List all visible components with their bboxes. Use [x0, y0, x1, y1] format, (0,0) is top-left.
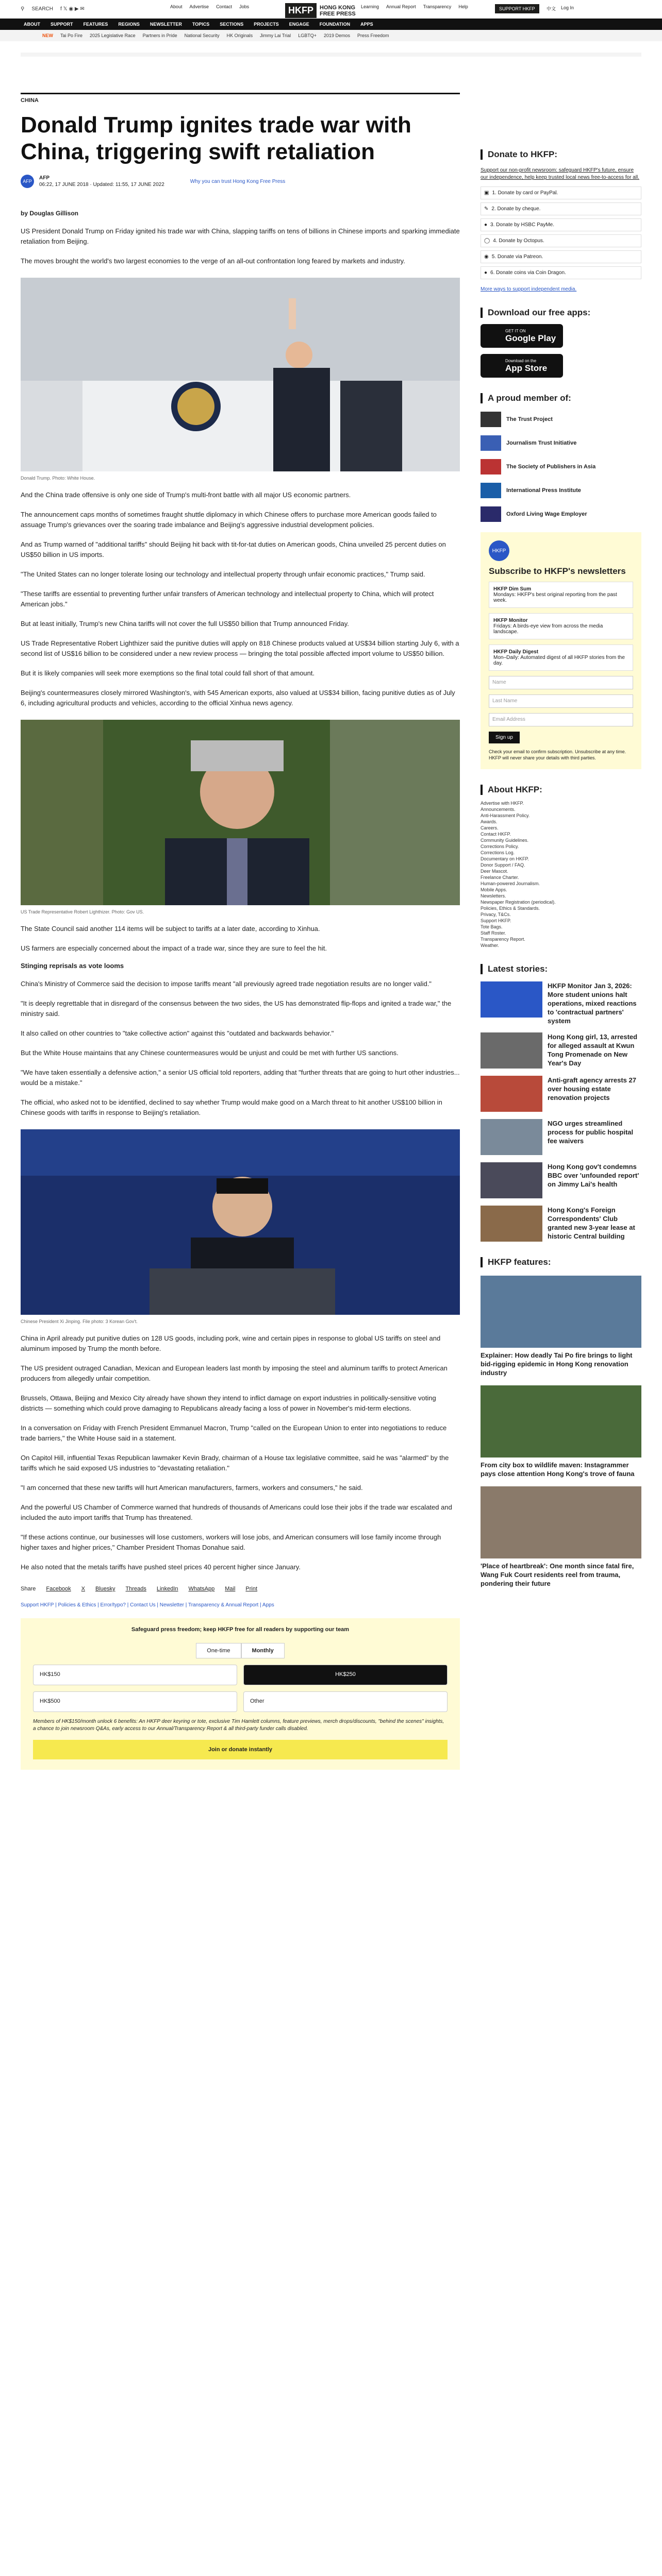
email-field[interactable]: Email Address [489, 713, 633, 726]
feature-story[interactable]: Explainer: How deadly Tai Po fire brings to light bid-rigging epidemic in Hong Kong renovation industry [481, 1276, 641, 1377]
donate-options [481, 187, 641, 279]
trust-link[interactable]: Why you can trust Hong Kong Free Press [190, 178, 286, 184]
newsletter-box [481, 532, 641, 769]
nav-newsletter[interactable]: NEWSLETTER [150, 22, 182, 27]
about-link[interactable]: Contact HKFP. [481, 832, 511, 837]
lang-switch[interactable]: 中文 [547, 6, 556, 11]
latest-story[interactable]: Hong Kong girl, 13, arrested for alleged assault at Kwun Tong Promenade on New Year's Day [481, 1032, 641, 1069]
trending-item[interactable]: Partners in Pride [142, 33, 177, 38]
trust-project-logo [481, 412, 501, 427]
about-link[interactable]: Advertise with HKFP. [481, 801, 524, 806]
link-contact[interactable]: Contact [216, 4, 233, 9]
join-button[interactable]: Join or donate instantly [33, 1740, 448, 1759]
nav-about[interactable]: ABOUT [24, 22, 40, 27]
share-x[interactable]: X [81, 1586, 86, 1592]
paragraph: US farmers are especially concerned about the impact of a trade war, since they are sure to feel the hit. [21, 944, 327, 952]
about-link[interactable]: Corrections Policy. [481, 844, 519, 849]
about-link[interactable]: Anti-Harassment Policy. [481, 813, 530, 818]
byline: by Douglas Gillison [21, 210, 79, 217]
octopus-icon: ◯ [484, 238, 490, 244]
amount-option[interactable]: Other [243, 1691, 448, 1712]
paragraph: The US president outraged Canadian, Mexican and European leaders last month by imposing the steel and aluminum tariffs to protect American producers from allegedly unfair competition. [21, 1364, 448, 1382]
amount-option[interactable]: HK$150 [33, 1665, 237, 1685]
latest-title: Latest stories: [481, 964, 641, 974]
paragraph: But at least initially, Trump's new China tariffs will not cover the full US$50 billion that Trump announced Friday. [21, 620, 349, 628]
lang-login [547, 5, 574, 12]
freq-toggle [33, 1643, 448, 1658]
signup-button[interactable]: Sign up [489, 732, 520, 743]
latest-story[interactable]: Hong Kong gov't condemns BBC over 'unfounded report' on Jimmy Lai's health [481, 1162, 641, 1198]
newsletter-option[interactable]: HKFP Dim Sum Mondays: HKFP's best original reporting from the past week. [489, 582, 633, 608]
paragraph: "These tariffs are essential to preventing further unfair transfers of American technology and intellectual property to China, which will protect American jobs." [21, 590, 434, 608]
nav-apps[interactable]: APPS [360, 22, 373, 27]
feature-story[interactable]: 'Place of heartbreak': One month since fatal fire, Wang Fuk Court residents reel from trauma, pondering their future [481, 1486, 641, 1588]
latest-story[interactable]: Anti-graft agency arrests 27 over housing estate renovation projects [481, 1076, 641, 1112]
nav-topics[interactable]: TOPICS [192, 22, 210, 27]
about-link[interactable]: Awards. [481, 819, 498, 824]
nav-support[interactable]: SUPPORT [51, 22, 73, 27]
support-button[interactable]: SUPPORT HKFP [495, 4, 539, 13]
nav-sections[interactable]: SECTIONS [220, 22, 244, 27]
paragraph: But the White House maintains that any Chinese countermeasures would be unjust and could be met with further US sanctions. [21, 1049, 399, 1057]
share-whatsapp[interactable]: WhatsApp [188, 1586, 215, 1592]
feature-thumb [481, 1385, 641, 1458]
link-annual[interactable]: Annual Report [386, 4, 416, 9]
about-link[interactable]: Transparency Report. [481, 937, 525, 942]
about-title: About HKFP: [481, 785, 641, 795]
paragraph: China's Ministry of Commerce said the decision to impose tariffs meant "all previously agreed trade negotiation results are no longer valid." [21, 980, 432, 988]
main-nav [0, 19, 662, 30]
paragraph: And the China trade offensive is only one side of Trump's multi-front battle with all major US economic partners. [21, 491, 351, 499]
footer-links[interactable]: Support HKFP | Policies & Ethics | Error/typo? | Contact Us | Newsletter | Transparency & Annual Report | Apps [21, 1602, 274, 1608]
paragraph: "It is deeply regrettable that in disregard of the consensus between the two sides, the US has demonstrated flip-flops and ignited a trade war," the ministry said. [21, 999, 452, 1018]
apps-title: Download our free apps: [481, 308, 641, 318]
photo-caption: Chinese President Xi Jinping. File photo: 3 Korean Gov't. [21, 1319, 138, 1324]
about-link[interactable]: Community Guidelines. [481, 838, 529, 843]
about-link[interactable]: Newspaper Registration (periodical). [481, 900, 556, 905]
member-sopa[interactable]: The Society of Publishers in Asia [481, 459, 641, 474]
nav-regions[interactable]: REGIONS [118, 22, 140, 27]
about-link[interactable]: Mobile Apps. [481, 887, 507, 892]
newsletter-note: Check your email to confirm subscription. Unsubscribe at any time. HKFP will never share your details with third parties. [489, 749, 626, 760]
about-list [481, 800, 641, 948]
photo-trump [21, 278, 460, 481]
donate-option[interactable]: ◯ 4. Donate by Octopus. [481, 234, 641, 247]
payme-icon: ● [484, 222, 488, 228]
card-icon: ▣ [484, 190, 489, 196]
photo-caption: Donald Trump. Photo: White House. [21, 476, 95, 481]
trending-item[interactable]: 2019 Demos [323, 33, 350, 38]
nav-features[interactable]: FEATURES [83, 22, 108, 27]
ipi-logo [481, 483, 501, 498]
paragraph: It also called on other countries to "take collective action" against this "outdated and backwards behavior." [21, 1029, 334, 1037]
newsletter-title: Subscribe to HKFP's newsletters [489, 566, 626, 576]
paragraph: Beijing's countermeasures closely mirrored Washington's, with 545 American exports, also valued at US$34 billion, facing punitive duties as of July 6, including agricultural products and vehicles, according to the official Xinhua news agency. [21, 689, 455, 707]
photo-xi [21, 1129, 460, 1324]
paragraph: The announcement caps months of sometimes fraught shuttle diplomacy in which Chinese offers to purchase more American goods failed to assuage Trump's grievances over the soaring trade imbalance and Beijing's aggressive industrial development policies. [21, 511, 437, 529]
latest-story[interactable]: HKFP Monitor Jan 3, 2026: More student unions halt operations, mixed reactions to 'contractual partners' system [481, 981, 641, 1025]
trending-item[interactable]: Tai Po Fire [60, 33, 83, 38]
last-name-field[interactable]: Last Name [489, 694, 633, 708]
member-ipi[interactable]: International Press Institute [481, 483, 641, 498]
donate-option[interactable]: ▣ 1. Donate by card or PayPal. [481, 187, 641, 199]
story-thumb [481, 1162, 542, 1198]
donate-title: Donate to HKFP: [481, 149, 641, 160]
paragraph: The official, who asked not to be identified, declined to say whether Trump would make good on a March threat to hit another US$100 billion in Chinese goods with tariffs in response to Beijing's retaliation. [21, 1098, 442, 1116]
trending-item[interactable]: National Security [184, 33, 220, 38]
story-thumb [481, 1076, 542, 1112]
link-help[interactable]: Help [458, 4, 468, 9]
share-linkedin[interactable]: LinkedIn [156, 1586, 178, 1592]
login-link[interactable]: Log In [561, 5, 574, 10]
about-link[interactable]: Freelance Charter. [481, 875, 519, 880]
feature-thumb [481, 1276, 641, 1348]
about-link[interactable]: Privacy, T&Cs. [481, 912, 511, 917]
article [21, 93, 460, 1770]
trending-item[interactable]: 2025 Legislative Race [90, 33, 136, 38]
paragraph: "The United States can no longer tolerate losing our technology and intellectual property through unfair economic practices," Trump said. [21, 570, 425, 578]
about-link[interactable]: Careers. [481, 825, 499, 831]
about-link[interactable]: Weather. [481, 943, 499, 948]
donate-banner: Safeguard press freedom; keep HKFP free for all readers by supporting our team [131, 1626, 350, 1633]
amount-grid [33, 1665, 448, 1712]
photo-caption: US Trade Representative Robert Lighthizer. Photo: Gov US. [21, 909, 144, 914]
trending-item[interactable]: LGBTQ+ [298, 33, 317, 38]
sidebar [481, 149, 641, 1588]
top-links-right [361, 4, 468, 9]
donate-option[interactable]: ● 3. Donate by HSBC PayMe. [481, 218, 641, 231]
member-trust-project[interactable]: The Trust Project [481, 412, 641, 427]
about-link[interactable]: Tote Bags. [481, 924, 503, 929]
trending-new: NEW [42, 33, 53, 38]
donate-option[interactable]: ● 6. Donate coins via Coin Dragon. [481, 266, 641, 279]
photo-lighthizer [21, 720, 460, 914]
about-link[interactable]: Support HKFP. [481, 918, 511, 923]
coin-icon: ● [484, 270, 488, 276]
newsletter-option[interactable]: HKFP Daily Digest Mon–Daily: Automated digest of all HKFP stories from the day. [489, 645, 633, 671]
paragraph: "If these actions continue, our businesses will lose customers, workers will lose jobs, and American consumers will lose family income through higher taxes and higher prices," Chamber President Thomas Donahue said. [21, 1533, 441, 1551]
paragraph: US Trade Representative Robert Lighthizer said the punitive duties will apply on 818 Chinese products valued at US$34 billion starting July 6, with a second list of US$16 billion to be considered under a new review process — bringing the total possible affected import volume to US$50 billion. [21, 639, 459, 657]
app-store-button[interactable]: Download on the App Store [481, 354, 563, 378]
logo-box: HKFP [285, 3, 317, 18]
freq-onetime[interactable]: One-time [196, 1643, 241, 1658]
nav-foundation[interactable]: FOUNDATION [319, 22, 351, 27]
more-ways-link[interactable]: More ways to support independent media. [481, 286, 577, 292]
living-wage-logo [481, 506, 501, 522]
about-link[interactable]: Staff Roster. [481, 930, 506, 936]
latest-story[interactable]: NGO urges streamlined process for public hospital fee waivers [481, 1119, 641, 1155]
search-link[interactable]: SEARCH [31, 6, 54, 12]
site-logo[interactable] [285, 3, 356, 18]
features-title: HKFP features: [481, 1257, 641, 1267]
trending-item[interactable]: Press Freedom [357, 33, 389, 38]
subheading: Stinging reprisals as vote looms [21, 962, 124, 970]
search-icon[interactable]: ⚲ [21, 6, 25, 12]
cheque-icon: ✎ [484, 206, 489, 212]
about-link[interactable]: Corrections Log. [481, 850, 515, 855]
trending-item[interactable]: HK Originals [226, 33, 253, 38]
jti-logo [481, 435, 501, 451]
paragraph: And the powerful US Chamber of Commerce warned that hundreds of thousands of Americans could lose their jobs if the trade war escalated and included the auto import tariffs that Trump has threatened. [21, 1503, 452, 1521]
feature-thumb [481, 1486, 641, 1558]
story-thumb [481, 1206, 542, 1242]
share-bar [21, 1586, 460, 1592]
trending-bar [0, 30, 662, 41]
about-link[interactable]: Policies, Ethics & Standards. [481, 906, 540, 911]
xi-image [21, 1129, 460, 1315]
social-icons[interactable]: f 𝕏 ◉ ▶ ✉ [60, 6, 85, 12]
lighthizer-image [21, 720, 460, 905]
about-link[interactable]: Announcements. [481, 807, 516, 812]
paragraph: He also noted that the metals tariffs have pushed steel prices 40 percent higher since January. [21, 1563, 301, 1571]
ad-stripe [21, 53, 641, 57]
amount-option-selected[interactable]: HK$250 [243, 1665, 448, 1685]
link-about[interactable]: About [170, 4, 183, 9]
donate-option[interactable]: ✎ 2. Donate by cheque. [481, 202, 641, 215]
article-title: Donald Trump ignites trade war with China, triggering swift retaliation [21, 112, 411, 164]
article-date: 06:22, 17 JUNE 2018 · Updated: 11:55, 17 JUNE 2022 [39, 182, 164, 188]
about-link[interactable]: Newsletters. [481, 893, 506, 899]
member-title: A proud member of: [481, 393, 641, 403]
latest-story[interactable]: Hong Kong's Foreign Correspondents' Club granted new 3-year lease at historic Central building [481, 1206, 641, 1242]
share-bluesky[interactable]: Bluesky [95, 1586, 115, 1592]
author-name[interactable]: AFP [39, 175, 49, 181]
paragraph: On Capitol Hill, influential Texas Republican lawmaker Kevin Brady, chairman of a House tax legislative committee, said he was "alarmed" by the tariffs which he said exposed US industries to "devastating retaliation." [21, 1454, 449, 1472]
nav-projects[interactable]: PROJECTS [254, 22, 279, 27]
about-link[interactable]: Documentary on HKFP. [481, 856, 529, 861]
trending-item[interactable]: Jimmy Lai Trial [260, 33, 291, 38]
top-links [170, 4, 249, 9]
author-avatar[interactable]: AFP [21, 175, 34, 188]
story-thumb [481, 981, 542, 1018]
link-learning[interactable]: Learning [361, 4, 379, 9]
member-note: Members of HK$150/month unlock 6 benefits: An HKFP deer keyring or tote, exclusive Tim Hamlett columns, feature previews, merch drops/discounts, "behind the scenes" insights, a chance to join newsroom Q&As, early access to our Annual/Transparency Report & all third-party funder calls disabled. [33, 1719, 444, 1732]
google-play-button[interactable]: GET IT ON Google Play [481, 324, 563, 348]
story-thumb [481, 1119, 542, 1155]
paragraph: China in April already put punitive duties on 128 US goods, including pork, wine and certain pipes in response to global US tariffs on steel and aluminum imposed by Trump the month before. [21, 1334, 441, 1352]
about-link[interactable]: Human-powered Journalism. [481, 881, 540, 886]
paragraph: US President Donald Trump on Friday ignited his trade war with China, slapping tariffs on tens of billions in Chinese imports and sparking immediate retaliation from Beijing. [21, 227, 460, 245]
share-label: Share [21, 1586, 36, 1592]
freq-monthly[interactable]: Monthly [241, 1643, 285, 1658]
amount-option[interactable]: HK$500 [33, 1691, 237, 1712]
story-thumb [481, 1032, 542, 1069]
donate-box [21, 1618, 460, 1770]
share-facebook[interactable]: Facebook [46, 1586, 71, 1592]
paragraph: In a conversation on Friday with French President Emmanuel Macron, Trump "called on the European Union to enter into negotiations to reduce trade barriers," the White House said in a statement. [21, 1424, 447, 1442]
paragraph: "We have taken essentially a defensive action," a senior US official told reporters, adding that "further threats that are going to hurt other industries... would be a mistake." [21, 1069, 460, 1087]
link-transparency[interactable]: Transparency [423, 4, 452, 9]
article-category[interactable]: CHINA [21, 93, 460, 104]
name-field[interactable]: Name [489, 676, 633, 689]
paragraph: And as Trump warned of "additional tariffs" should Beijing hit back with tit-for-tat duties on American goods, China unveiled 25 percent duties on US$50 billion in US imports. [21, 540, 446, 558]
paragraph: The moves brought the world's two largest economies to the verge of an all-out confrontation long feared by markets and industry. [21, 257, 405, 265]
hkfp-badge: HKFP [489, 540, 509, 561]
sopa-logo [481, 459, 501, 474]
member-jti[interactable]: Journalism Trust Initiative [481, 435, 641, 451]
feature-story[interactable]: From city box to wildlife maven: Instagrammer pays close attention Hong Kong's trove of fauna [481, 1385, 641, 1478]
paragraph: But it is likely companies will seek more exemptions so the final total could fall short of that amount. [21, 669, 315, 677]
trump-image [21, 278, 460, 471]
nav-engage[interactable]: ENGAGE [289, 22, 309, 27]
member-living-wage[interactable]: Oxford Living Wage Employer [481, 506, 641, 522]
donate-option[interactable]: ◉ 5. Donate via Patreon. [481, 250, 641, 263]
link-advertise[interactable]: Advertise [189, 4, 209, 9]
patreon-icon: ◉ [484, 254, 489, 260]
paragraph: Brussels, Ottawa, Beijing and Mexico City already have shown they intend to inflict damage on export industries in politically-sensitive voting districts — something which could prove damaging to Republicans already facing a loss of power in November's mid-term elections. [21, 1394, 436, 1412]
share-print[interactable]: Print [245, 1586, 258, 1592]
logo-text: HONG KONG FREE PRESS [320, 4, 356, 17]
share-mail[interactable]: Mail [225, 1586, 236, 1592]
link-jobs[interactable]: Jobs [239, 4, 250, 9]
about-link[interactable]: Donor Support / FAQ. [481, 862, 525, 868]
article-meta [21, 175, 460, 188]
newsletter-option[interactable]: HKFP Monitor Fridays: A birds-eye view from across the media landscape. [489, 613, 633, 639]
paragraph: The State Council said another 114 items will be subject to tariffs at a later date, according to Xinhua. [21, 925, 320, 933]
paragraph: "I am concerned that these new tariffs will hurt American manufacturers, farmers, workers and consumers," he said. [21, 1484, 363, 1492]
about-link[interactable]: Deer Mascot. [481, 869, 508, 874]
share-threads[interactable]: Threads [125, 1586, 146, 1592]
donate-text[interactable]: Support our non-profit newsroom: safeguard HKFP's future, ensure our independence, help keep trusted local news free-to-access for all. [481, 167, 639, 180]
